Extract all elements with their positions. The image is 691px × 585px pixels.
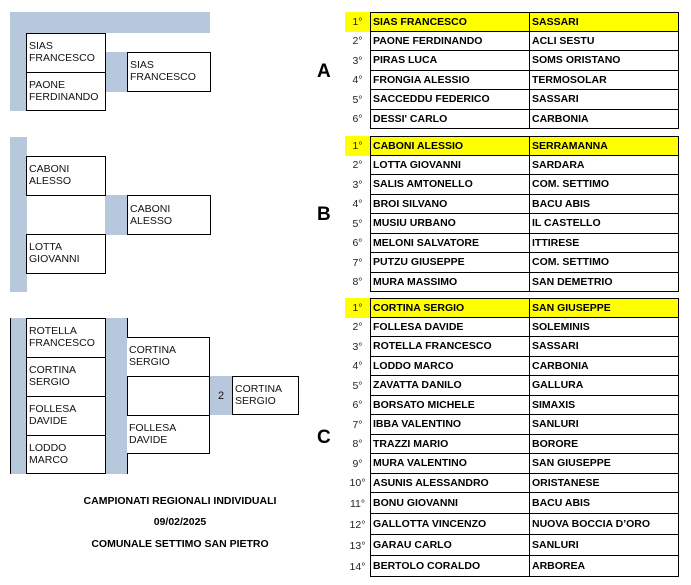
table-row: 4° BROI SILVANO BACU ABIS: [345, 195, 679, 215]
table-row: 8° TRAZZI MARIO BORORE: [345, 435, 679, 455]
table-row: 5° ZAVATTA DANILO GALLURA: [345, 376, 679, 396]
bracket-a-player-2: [26, 72, 106, 111]
bracket-b-left-strip: [10, 137, 27, 292]
group-label-b: B: [317, 204, 331, 225]
table-row: 1° CABONI ALESSIO SERRAMANNA: [345, 136, 679, 156]
player-name: ROTELLA FRANCESCO: [29, 325, 95, 349]
bracket-c-winner: [232, 376, 299, 415]
bracket-c-left-strip: [10, 318, 27, 474]
table-row: 1° SIAS FRANCESCO SASSARI: [345, 12, 679, 32]
table-row: 1° CORTINA SERGIO SAN GIUSEPPE: [345, 298, 679, 318]
bracket-c-semi-2: [127, 415, 210, 454]
bracket-b-winner: [127, 195, 211, 235]
table-row: 5° MUSIU URBANO IL CASTELLO: [345, 214, 679, 234]
winner-name: SIAS FRANCESCO: [130, 59, 196, 83]
event-venue: COMUNALE SETTIMO SAN PIETRO: [91, 538, 269, 550]
bracket-a-player-1: [26, 33, 106, 73]
table-row: 6° DESSI' CARLO CARBONIA: [345, 110, 679, 130]
ranking-table-c: [345, 298, 679, 577]
table-row: 9° MURA VALENTINO SAN GIUSEPPE: [345, 454, 679, 474]
bracket-c-player-4: [26, 435, 106, 474]
table-row: 13° GARAU CARLO SANLURI: [345, 535, 679, 556]
table-row: 14° BERTOLO CORALDO ARBOREA: [345, 556, 679, 577]
table-row: 2° LOTTA GIOVANNI SARDARA: [345, 156, 679, 176]
table-row: 3° ROTELLA FRANCESCO SASSARI: [345, 337, 679, 357]
table-row: 3° SALIS AMTONELLO COM. SETTIMO: [345, 175, 679, 195]
player-name: FOLLESA DAVIDE: [29, 403, 76, 427]
bracket-a-winner: [127, 52, 211, 92]
player-name: LODDO MARCO: [29, 442, 69, 466]
table-row: 7° PUTZU GIUSEPPE COM. SETTIMO: [345, 253, 679, 273]
player-name: CORTINA SERGIO: [129, 344, 176, 368]
group-label-a: A: [317, 61, 331, 82]
event-date: 09/02/2025: [153, 516, 207, 528]
table-row: 7° IBBA VALENTINO SANLURI: [345, 415, 679, 435]
group-label-c: C: [317, 427, 331, 448]
winner-name: CABONI ALESSO: [130, 203, 173, 227]
bracket-c-mid-strip: [105, 318, 127, 474]
table-row: 10° ASUNIS ALESSANDRO ORISTANESE: [345, 474, 679, 494]
table-row: 11° BONU GIOVANNI BACU ABIS: [345, 493, 679, 514]
player-name: PAONE FERDINANDO: [29, 79, 99, 103]
bracket-c-semi-1: [127, 337, 210, 377]
table-row: 6° MELONI SALVATORE ITTIRESE: [345, 234, 679, 254]
bracket-c-player-2: [26, 357, 106, 397]
table-row: 8° MURA MASSIMO SAN DEMETRIO: [345, 273, 679, 293]
bracket-b-player-2: [26, 234, 106, 274]
bracket-b-player-1: [26, 156, 106, 196]
table-row: 4° FRONGIA ALESSIO TERMOSOLAR: [345, 71, 679, 91]
player-name: SIAS FRANCESCO: [29, 40, 95, 64]
bracket-b-connector: [105, 195, 127, 235]
player-name: FOLLESA DAVIDE: [129, 422, 176, 446]
bracket-a-left-strip: [10, 33, 27, 111]
bracket-c-player-1: [26, 318, 106, 358]
bracket-a-connector: [105, 52, 127, 92]
bracket-c-final-seed: 2: [210, 376, 232, 415]
table-row: 2° FOLLESA DAVIDE SOLEMINIS: [345, 318, 679, 338]
player-name: LOTTA GIOVANNI: [29, 241, 80, 265]
player-name: CABONI ALESSO: [29, 163, 72, 187]
event-title: CAMPIONATI REGIONALI INDIVIDUALI: [83, 495, 277, 507]
table-row: 6° BORSATO MICHELE SIMAXIS: [345, 396, 679, 416]
player-name: CORTINA SERGIO: [29, 364, 76, 388]
ranking-table-a: [345, 12, 679, 129]
table-row: 2° PAONE FERDINANDO ACLI SESTU: [345, 32, 679, 52]
bracket-c-player-3: [26, 396, 106, 436]
table-row: 12° GALLOTTA VINCENZO NUOVA BOCCIA D’ORO: [345, 514, 679, 535]
table-row: 5° SACCEDDU FEDERICO SASSARI: [345, 90, 679, 110]
ranking-table-b: [345, 136, 679, 292]
table-row: 4° LODDO MARCO CARBONIA: [345, 357, 679, 377]
winner-name: CORTINA SERGIO: [235, 383, 282, 407]
bracket-c-left-line: [10, 318, 11, 474]
bracket-a-top-band: [10, 12, 210, 33]
table-row: 3° PIRAS LUCA SOMS ORISTANO: [345, 51, 679, 71]
